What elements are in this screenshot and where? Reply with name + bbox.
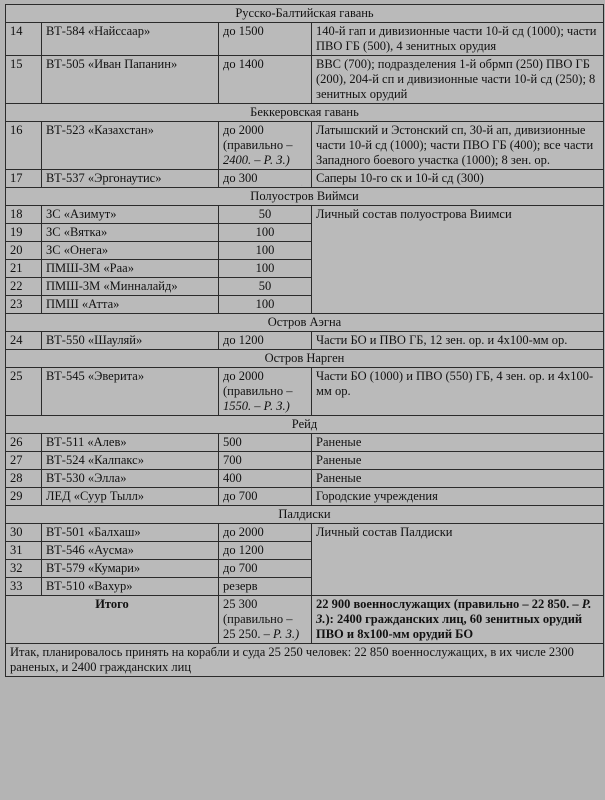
- table-row: [6, 470, 604, 488]
- table-row: [6, 488, 604, 506]
- capacity: до 700: [219, 560, 312, 578]
- row-number: 20: [6, 242, 42, 260]
- ship-name: ВТ-524 «Калпакс»: [42, 452, 219, 470]
- row-number: 17: [6, 170, 42, 188]
- table-row: [6, 332, 604, 350]
- capacity: [219, 368, 312, 416]
- cargo: 140-й гап и дивизионные части 10-й сд (1000); части ПВО ГБ (500), 4 зенитных орудия: [312, 23, 604, 56]
- row-number: 25: [6, 368, 42, 416]
- ship-name: ПМШ «Атта»: [42, 296, 219, 314]
- row-number: 16: [6, 122, 42, 170]
- row-number: 32: [6, 560, 42, 578]
- ship-name: ВТ-505 «Иван Папанин»: [42, 56, 219, 104]
- section-title: Остров Нарген: [6, 350, 604, 368]
- table-row: [6, 170, 604, 188]
- row-number: 29: [6, 488, 42, 506]
- ship-name: ВТ-501 «Балхаш»: [42, 524, 219, 542]
- row-number: 15: [6, 56, 42, 104]
- section-title: Беккеровская гавань: [6, 104, 604, 122]
- total-capacity: [219, 596, 312, 644]
- table-row: [6, 368, 604, 416]
- capacity: 100: [219, 224, 312, 242]
- capacity-main: до 2000 (правильно –: [223, 369, 293, 398]
- cargo: Раненые: [312, 452, 604, 470]
- total-label: Итого: [6, 596, 219, 644]
- row-number: 27: [6, 452, 42, 470]
- capacity: 400: [219, 470, 312, 488]
- table-row: [6, 56, 604, 104]
- row-number: 28: [6, 470, 42, 488]
- capacity: до 2000: [219, 524, 312, 542]
- footnote: Итак, планировалось принять на корабли и суда 25 250 человек: 22 850 военнослужащих, в их числе 2300 раненых, и 2400 гражданских лиц: [6, 644, 604, 677]
- section-row: [6, 5, 604, 23]
- cargo: Латышский и Эстонский сп, 30-й ап, дивизионные части 10-й сд (1000); части ПВО ГБ (400); все части Западного боевого участка (1000); 8 зен. ор.: [312, 122, 604, 170]
- cargo: Городские учреждения: [312, 488, 604, 506]
- ship-name: ПМШ-3М «Раа»: [42, 260, 219, 278]
- ship-name: ВТ-510 «Вахур»: [42, 578, 219, 596]
- capacity: 500: [219, 434, 312, 452]
- footnote-row: [6, 644, 604, 677]
- capacity: резерв: [219, 578, 312, 596]
- total-summary-part2: ): 2400 гражданских лиц, 60 зенитных орудий ПВО и 8х100-мм орудий БО: [316, 612, 583, 641]
- capacity-correction: 2400. – Р. З.): [223, 153, 290, 167]
- capacity: до 700: [219, 488, 312, 506]
- cargo: Раненые: [312, 434, 604, 452]
- ship-name: ВТ-546 «Аусма»: [42, 542, 219, 560]
- ship-name: ЛЕД «Суур Тылл»: [42, 488, 219, 506]
- row-number: 22: [6, 278, 42, 296]
- capacity: 700: [219, 452, 312, 470]
- section-title: Рейд: [6, 416, 604, 434]
- ship-name: ВТ-530 «Элла»: [42, 470, 219, 488]
- row-number: 14: [6, 23, 42, 56]
- row-number: 33: [6, 578, 42, 596]
- row-number: 19: [6, 224, 42, 242]
- ship-name: ВТ-545 «Эверита»: [42, 368, 219, 416]
- ship-name: ЗС «Вятка»: [42, 224, 219, 242]
- section-title: Остров Аэгна: [6, 314, 604, 332]
- row-number: 21: [6, 260, 42, 278]
- table-row: [6, 434, 604, 452]
- evacuation-table: [5, 4, 604, 677]
- section-row: [6, 350, 604, 368]
- capacity: 100: [219, 296, 312, 314]
- section-title: Полуостров Виймси: [6, 188, 604, 206]
- ship-name: ВТ-550 «Шауляй»: [42, 332, 219, 350]
- total-row: [6, 596, 604, 644]
- capacity: 100: [219, 260, 312, 278]
- section-row: [6, 104, 604, 122]
- capacity: 100: [219, 242, 312, 260]
- capacity: [219, 122, 312, 170]
- capacity-correction: 1550. – Р. З.): [223, 399, 290, 413]
- table-row: [6, 23, 604, 56]
- total-summary-initials: Р. З.: [316, 597, 592, 626]
- capacity: до 1500: [219, 23, 312, 56]
- total-capacity-correction: 25 250. –: [223, 627, 270, 641]
- cargo: Части БО (1000) и ПВО (550) ГБ, 4 зен. ор. и 4х100-мм ор.: [312, 368, 604, 416]
- table-row: [6, 122, 604, 170]
- ship-name: ВТ-537 «Эргонаутис»: [42, 170, 219, 188]
- capacity-main: до 2000 (правильно –: [223, 123, 293, 152]
- capacity: 50: [219, 278, 312, 296]
- cargo: Саперы 10-го ск и 10-й сд (300): [312, 170, 604, 188]
- cargo: ВВС (700); подразделения 1-й обрмп (250) ПВО ГБ (200), 204-й сп и дивизионные части 10-й сд (250); 8 зенитных орудий: [312, 56, 604, 104]
- table-row: [6, 524, 604, 542]
- capacity: до 1200: [219, 332, 312, 350]
- capacity: до 1400: [219, 56, 312, 104]
- merged-cargo: Личный состав Палдиски: [312, 524, 604, 596]
- row-number: 26: [6, 434, 42, 452]
- capacity: 50: [219, 206, 312, 224]
- ship-name: ВТ-523 «Казахстан»: [42, 122, 219, 170]
- ship-name: ВТ-511 «Алев»: [42, 434, 219, 452]
- row-number: 23: [6, 296, 42, 314]
- section-row: [6, 506, 604, 524]
- row-number: 31: [6, 542, 42, 560]
- table-row: [6, 452, 604, 470]
- section-title: Палдиски: [6, 506, 604, 524]
- total-capacity-main: 25 300 (правильно –: [223, 597, 293, 626]
- total-capacity-initials: Р. З.): [273, 627, 300, 641]
- section-row: [6, 188, 604, 206]
- row-number: 24: [6, 332, 42, 350]
- table-row: [6, 206, 604, 224]
- section-title: Русско-Балтийская гавань: [6, 5, 604, 23]
- total-summary: [312, 596, 604, 644]
- row-number: 30: [6, 524, 42, 542]
- row-number: 18: [6, 206, 42, 224]
- capacity: до 300: [219, 170, 312, 188]
- merged-cargo: Личный состав полуострова Виимси: [312, 206, 604, 314]
- ship-name: ЗС «Онега»: [42, 242, 219, 260]
- section-row: [6, 416, 604, 434]
- ship-name: ВТ-584 «Найссаар»: [42, 23, 219, 56]
- ship-name: ВТ-579 «Кумари»: [42, 560, 219, 578]
- ship-name: ЗС «Азимут»: [42, 206, 219, 224]
- capacity: до 1200: [219, 542, 312, 560]
- section-row: [6, 314, 604, 332]
- total-summary-part1: 22 900 военнослужащих (правильно – 22 850. –: [316, 597, 579, 611]
- cargo: Раненые: [312, 470, 604, 488]
- ship-name: ПМШ-3М «Минналайд»: [42, 278, 219, 296]
- cargo: Части БО и ПВО ГБ, 12 зен. ор. и 4х100-мм ор.: [312, 332, 604, 350]
